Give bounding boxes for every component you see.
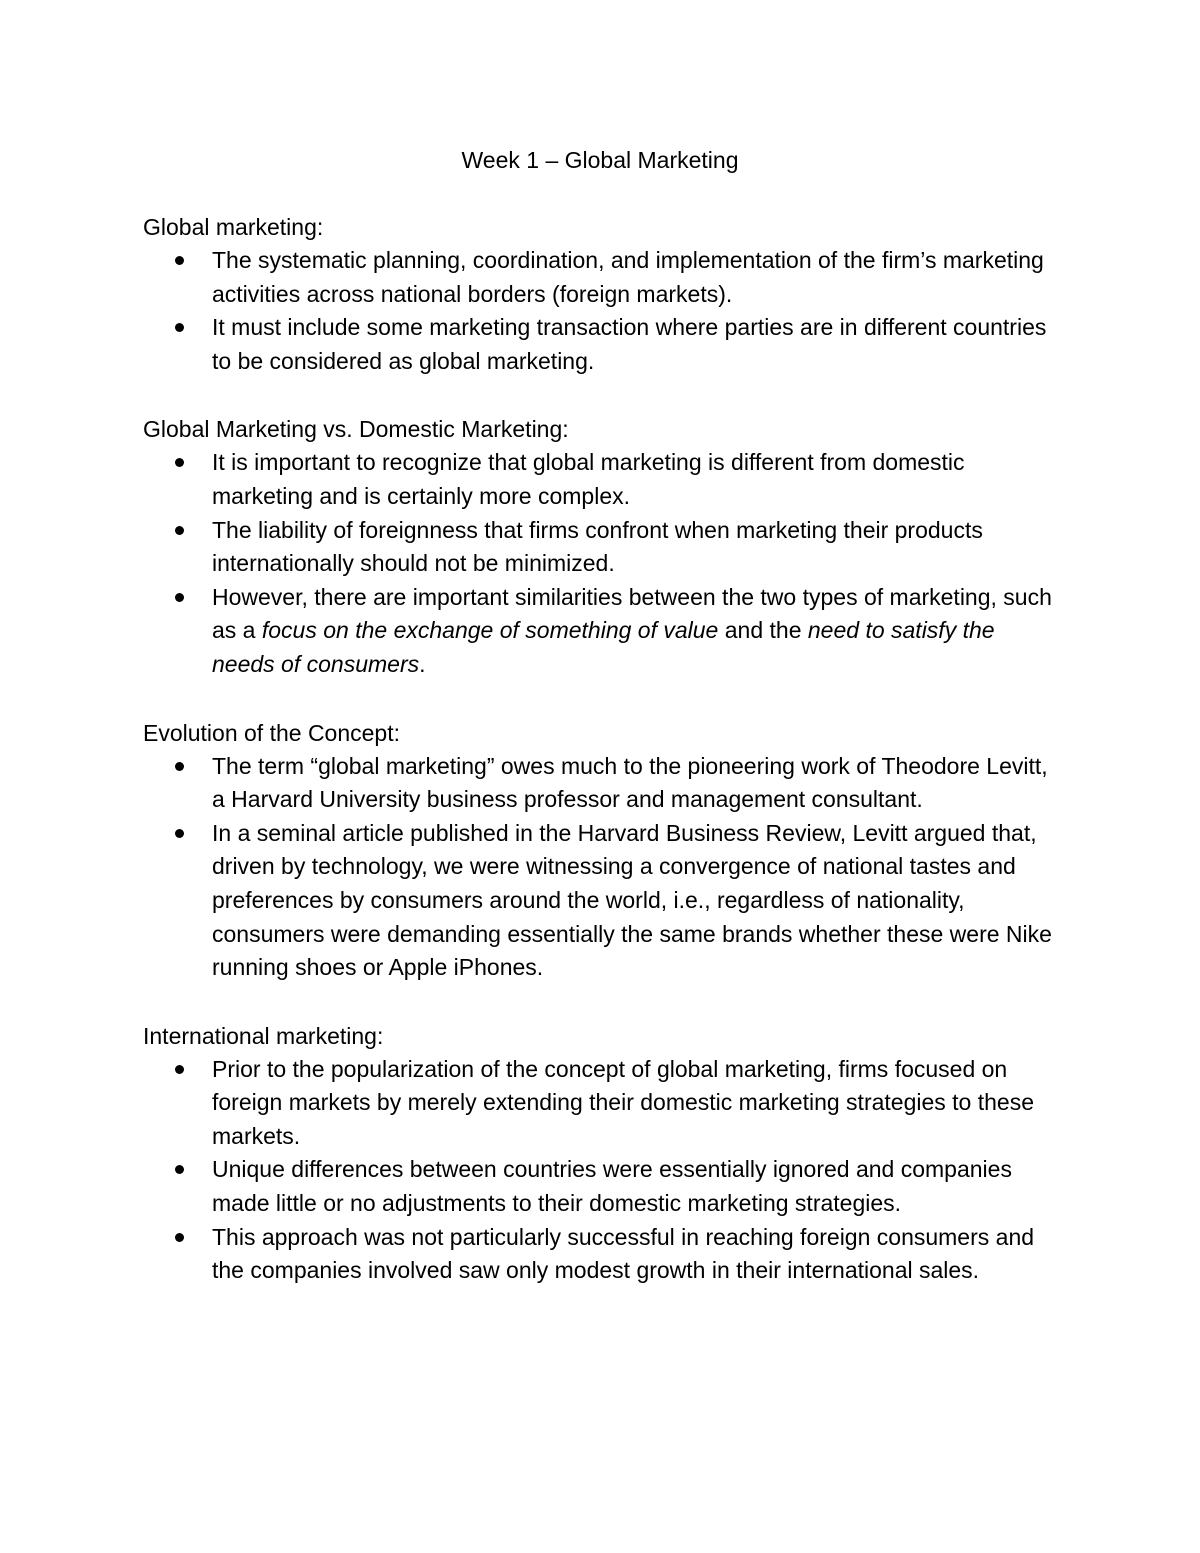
bullet-list <box>143 1053 1060 1288</box>
bullet-text-italic: focus on the exchange of something of value <box>261 617 719 644</box>
bullet-list <box>143 446 1060 681</box>
bullet-icon <box>175 1233 184 1242</box>
section-evolution <box>143 716 1060 985</box>
bullet-icon <box>175 458 184 467</box>
bullet-list <box>143 244 1060 378</box>
bullet-icon <box>175 526 184 535</box>
section-global-marketing <box>143 210 1060 378</box>
section-heading: Evolution of the Concept: <box>143 719 400 746</box>
bullet-item <box>143 446 1060 513</box>
bullet-text: It must include some marketing transaction where parties are in different countries to be considered as global marketing. <box>212 314 1047 374</box>
bullet-icon <box>175 1165 184 1174</box>
bullet-item <box>143 750 1060 817</box>
bullet-icon <box>175 762 184 771</box>
document-title: Week 1 – Global Marketing <box>461 147 739 173</box>
bullet-item <box>143 817 1060 985</box>
bullet-text: The liability of foreignness that firms confront when marketing their products internationally should not be minimized. <box>212 516 983 577</box>
section-global-vs-domestic <box>143 412 1060 681</box>
section-heading: Global Marketing vs. Domestic Marketing: <box>143 416 569 443</box>
bullet-icon <box>175 593 184 602</box>
bullet-icon <box>175 256 184 265</box>
bullet-text: This approach was not particularly successful in reaching foreign consumers and the companies involved saw only modest growth in their international sales. <box>212 1223 1035 1284</box>
bullet-text-part: and the <box>718 617 808 644</box>
bullet-item <box>143 581 1060 682</box>
bullet-text: In a seminal article published in the Harvard Business Review, Levitt argued that, driven by technology, we were witnessing a convergence of national tastes and preferences by consumers around the world, i.e., regardless of nationality, consumers were demanding essentially the same brands whether these were Nike running shoes or Apple iPhones. <box>212 819 1052 981</box>
bullet-text-part: However, there are important similarities between the two types of marketing, such as a <box>212 583 1052 644</box>
bullet-text: Prior to the popularization of the concept of global marketing, firms focused on foreign markets by merely extending their domestic marketing strategies to these markets. <box>212 1055 1034 1149</box>
section-international-marketing <box>143 1019 1060 1288</box>
bullet-icon <box>175 323 184 332</box>
bullet-text: Unique differences between countries were essentially ignored and companies made little or no adjustments to their domestic marketing strategies. <box>212 1156 1012 1217</box>
bullet-item <box>143 1153 1060 1220</box>
bullet-text: The systematic planning, coordination, and implementation of the firm’s marketing activities across national borders (foreign markets). <box>212 247 1044 307</box>
bullet-icon <box>175 829 184 838</box>
bullet-text-part: . <box>419 650 426 677</box>
bullet-item <box>143 514 1060 581</box>
bullet-item <box>143 1221 1060 1288</box>
bullet-text-italic: need to satisfy the needs of consumers <box>212 617 995 677</box>
bullet-item <box>143 311 1060 378</box>
section-heading: Global marketing: <box>143 214 324 240</box>
bullet-list <box>143 750 1060 985</box>
bullet-item <box>143 1053 1060 1154</box>
section-heading: International marketing: <box>143 1022 384 1049</box>
bullet-text: It is important to recognize that global marketing is different from domestic marketing and is certainly more complex. <box>212 449 965 509</box>
bullet-text: The term “global marketing” owes much to the pioneering work of Theodore Levitt, a Harvard University business professor and management consultant. <box>212 752 1048 813</box>
bullet-icon <box>175 1065 184 1074</box>
bullet-item <box>143 244 1060 311</box>
